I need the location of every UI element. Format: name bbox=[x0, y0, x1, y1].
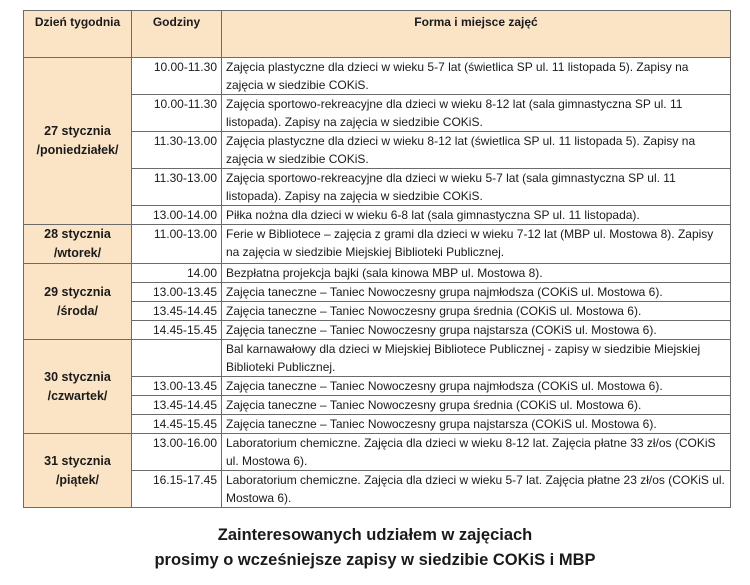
activity-cell: Zajęcia plastyczne dla dzieci w wieku 5-7 lat (świetlica SP ul. 11 listopada 5). Zapisy na zajęcia w siedzibie COKiS. bbox=[222, 58, 731, 95]
hours-cell: 10.00-11.30 bbox=[132, 95, 222, 132]
schedule-table bbox=[23, 10, 731, 508]
activity-cell: Laboratorium chemiczne. Zajęcia dla dzieci w wieku 5-7 lat. Zajęcia płatne 23 zł/os (COKiS ul. Mostowa 6). bbox=[222, 471, 731, 508]
hours-cell: 14.45-15.45 bbox=[132, 321, 222, 340]
day-cell-friday bbox=[24, 434, 132, 508]
activity-cell: Zajęcia sportowo-rekreacyjne dla dzieci w wieku 5-7 lat (sala gimnastyczna SP ul. 11 listopada). Zapisy na zajęcia w siedzibie COKiS. bbox=[222, 169, 731, 206]
day-cell-thursday bbox=[24, 340, 132, 434]
activity-cell: Laboratorium chemiczne. Zajęcia dla dzieci w wieku 8-12 lat. Zajęcia płatne 33 zł/os (COKiS ul. Mostowa 6). bbox=[222, 434, 731, 471]
hours-cell: 13.00-13.45 bbox=[132, 283, 222, 302]
hours-cell: 11.30-13.00 bbox=[132, 132, 222, 169]
day-weekday: /wtorek/ bbox=[53, 246, 102, 260]
activity-cell: Zajęcia taneczne – Taniec Nowoczesny grupa średnia (COKiS ul. Mostowa 6). bbox=[222, 396, 731, 415]
day-weekday: /poniedziałek/ bbox=[36, 143, 119, 157]
day-date: 31 stycznia bbox=[44, 453, 111, 468]
hours-cell: 11.30-13.00 bbox=[132, 169, 222, 206]
activity-cell: Zajęcia taneczne – Taniec Nowoczesny grupa najmłodsza (COKiS ul. Mostowa 6). bbox=[222, 283, 731, 302]
table-row bbox=[24, 264, 731, 283]
footer-line-1: Zainteresowanych udziałem w zajęciach bbox=[217, 526, 533, 544]
activity-cell: Ferie w Bibliotece – zajęcia z grami dla dzieci w wieku 7-12 lat (MBP ul. Mostowa 8). Zapisy na zajęcia w siedzibie Miejskiej Biblioteki Publicznej. bbox=[222, 225, 731, 264]
hours-cell: 10.00-11.30 bbox=[132, 58, 222, 95]
day-date: 29 stycznia bbox=[44, 284, 111, 299]
day-weekday: /piątek/ bbox=[55, 472, 100, 487]
hours-cell bbox=[132, 340, 222, 377]
footer-line-2: prosimy o wcześniejsze zapisy w siedzibie COKiS i MBP bbox=[154, 551, 596, 569]
day-cell-wednesday bbox=[24, 264, 132, 340]
header-hours: Godziny bbox=[132, 11, 222, 58]
activity-cell: Zajęcia taneczne – Taniec Nowoczesny grupa średnia (COKiS ul. Mostowa 6). bbox=[222, 302, 731, 321]
header-day: Dzień tygodnia bbox=[24, 11, 132, 58]
table-row bbox=[24, 58, 731, 95]
hours-cell: 14.00 bbox=[132, 264, 222, 283]
activity-cell: Bal karnawałowy dla dzieci w Miejskiej Bibliotece Publicznej - zapisy w siedzibie Miejskiej Biblioteki Publicznej. bbox=[222, 340, 731, 377]
day-cell-monday bbox=[24, 58, 132, 225]
activity-cell: Zajęcia sportowo-rekreacyjne dla dzieci w wieku 8-12 lat (sala gimnastyczna SP ul. 11 listopada). Zapisy na zajęcia w siedzibie COKiS. bbox=[222, 95, 731, 132]
day-date: 28 stycznia bbox=[44, 227, 111, 241]
day-weekday: /środa/ bbox=[57, 303, 98, 318]
hours-cell: 13.00-13.45 bbox=[132, 377, 222, 396]
day-weekday: /czwartek/ bbox=[47, 388, 108, 403]
hours-cell: 13.00-16.00 bbox=[132, 434, 222, 471]
hours-cell: 14.45-15.45 bbox=[132, 415, 222, 434]
header-form: Forma i miejsce zajęć bbox=[222, 11, 731, 58]
activity-cell: Zajęcia taneczne – Taniec Nowoczesny grupa najmłodsza (COKiS ul. Mostowa 6). bbox=[222, 377, 731, 396]
hours-cell: 11.00-13.00 bbox=[132, 225, 222, 264]
hours-cell: 13.00-14.00 bbox=[132, 206, 222, 225]
hours-cell: 13.45-14.45 bbox=[132, 396, 222, 415]
activity-cell: Zajęcia taneczne – Taniec Nowoczesny grupa najstarsza (COKiS ul. Mostowa 6). bbox=[222, 415, 731, 434]
activity-cell: Bezpłatna projekcja bajki (sala kinowa MBP ul. Mostowa 8). bbox=[222, 264, 731, 283]
table-row bbox=[24, 434, 731, 471]
activity-cell: Zajęcia taneczne – Taniec Nowoczesny grupa najstarsza (COKiS ul. Mostowa 6). bbox=[222, 321, 731, 340]
header-row bbox=[24, 11, 731, 58]
hours-cell: 13.45-14.45 bbox=[132, 302, 222, 321]
table-row bbox=[24, 340, 731, 377]
day-date: 27 stycznia bbox=[44, 124, 111, 138]
activity-cell: Piłka nożna dla dzieci w wieku 6-8 lat (sala gimnastyczna SP ul. 11 listopada). bbox=[222, 206, 731, 225]
activity-cell: Zajęcia plastyczne dla dzieci w wieku 8-12 lat (świetlica SP ul. 11 listopada 5). Zapisy na zajęcia w siedzibie COKiS. bbox=[222, 132, 731, 169]
hours-cell: 16.15-17.45 bbox=[132, 471, 222, 508]
table-row bbox=[24, 225, 731, 264]
day-date: 30 stycznia bbox=[44, 369, 111, 384]
day-cell-tuesday bbox=[24, 225, 132, 264]
